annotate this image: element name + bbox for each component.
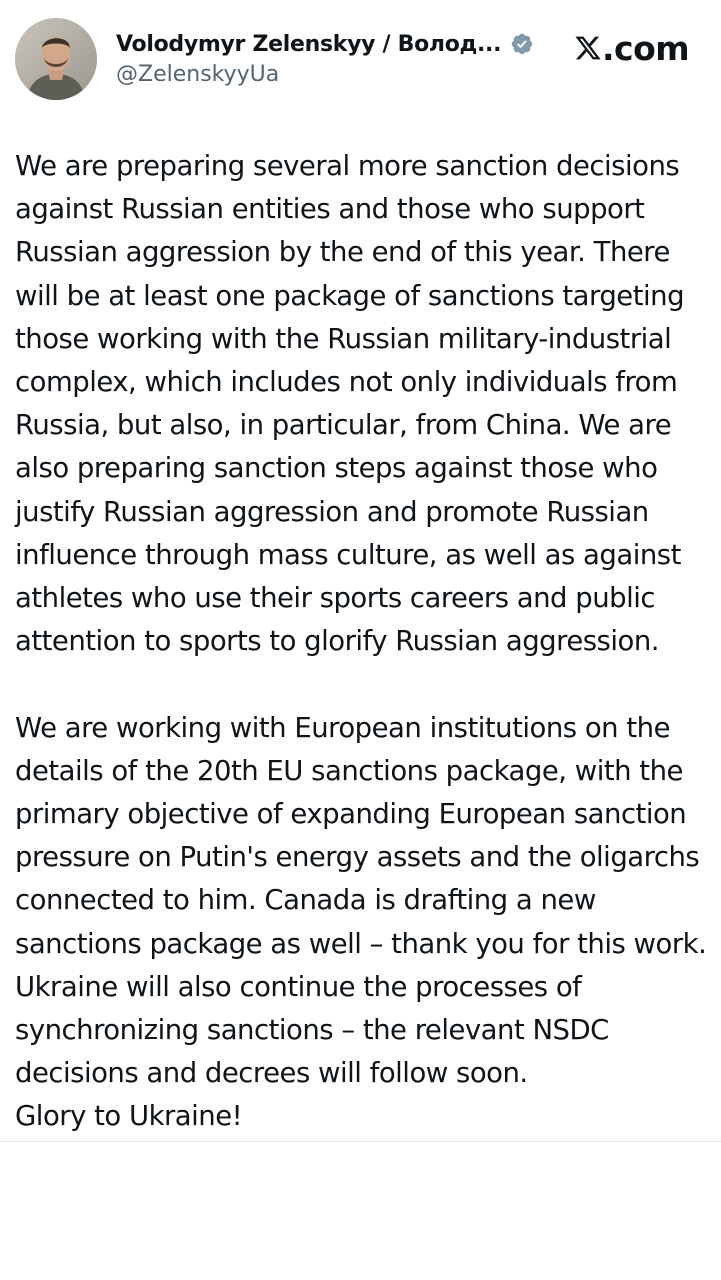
avatar-photo-icon (15, 18, 97, 100)
image-crop-seam (0, 1141, 721, 1142)
tweet-closing: Glory to Ukraine! (15, 1100, 243, 1133)
verified-badge-icon (510, 32, 534, 56)
tweet-header (0, 0, 721, 110)
tweet-text (15, 145, 715, 1139)
x-logo-icon (574, 33, 602, 63)
x-com-watermark (574, 26, 689, 70)
tweet-paragraph-1: We are preparing several more sanction decisions against Russian entities and those who support Russian aggression by the end of this year. There will be at least one package of sanctions targeting those working with the Russian military-industrial complex, which includes not only individuals from Russia, but also, in particular, from China. We are also preparing sanction steps against those who justify Russian aggression and promote Russian influence through mass culture, as well as against athletes who use their sports careers and public attention to sports to glorify Russian aggression. (15, 150, 685, 658)
avatar[interactable] (15, 18, 97, 100)
paragraph-gap (15, 663, 715, 706)
name-row (116, 26, 534, 62)
tweet-paragraph-2: We are working with European institutions on the details of the 20th EU sanctions package, with the primary objective of expanding European sanction pressure on Putin's energy assets and the oligarchs connected to him. Canada is drafting a new sanctions package as well – thank you for this work. Ukraine will also continue the processes of synchronizing sanctions – the relevant NSDC decisions and decrees will follow soon. (15, 711, 707, 1090)
user-handle[interactable]: @ZelenskyyUa (116, 62, 280, 87)
display-name[interactable]: Volodymyr Zelenskyy / Волод... (116, 31, 502, 57)
source-domain: .com (602, 28, 690, 68)
